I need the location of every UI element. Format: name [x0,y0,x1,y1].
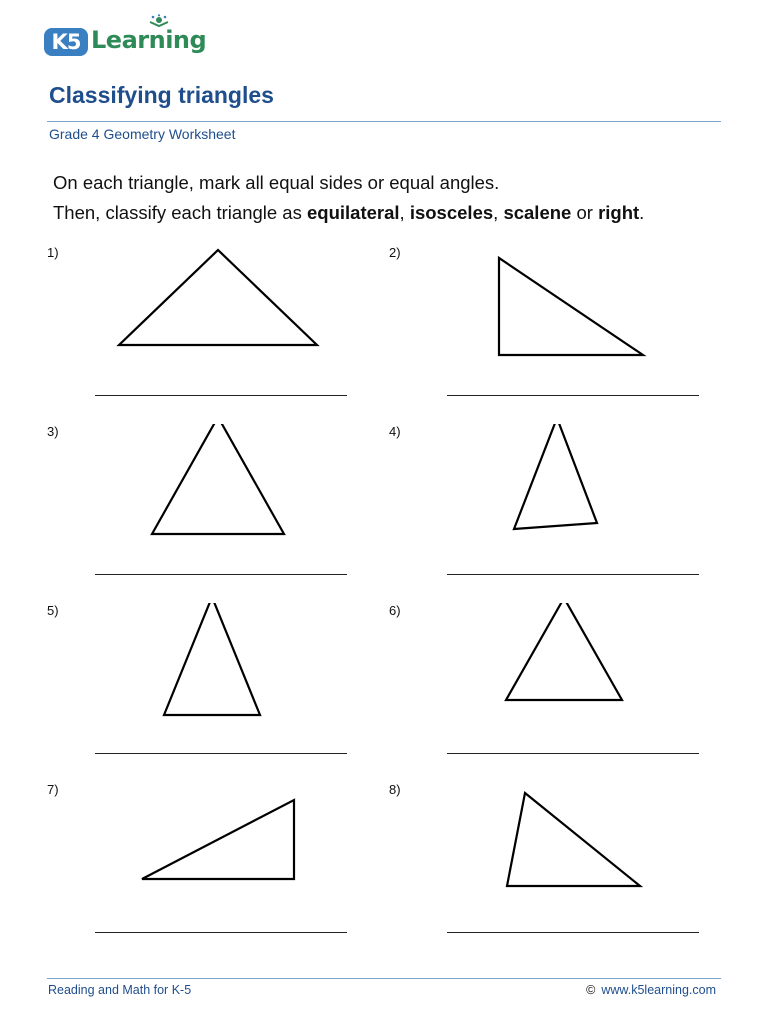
problem-8 [389,782,719,960]
answer-line[interactable] [95,574,347,575]
separator: or [571,202,599,223]
answer-line[interactable] [447,753,699,754]
problem-1 [47,245,377,423]
problem-number: 5) [47,603,59,618]
option-equilateral: equilateral [307,202,400,223]
problem-number: 8) [389,782,401,797]
answer-line[interactable] [447,574,699,575]
answer-line[interactable] [95,395,347,396]
copyright-icon: © [586,983,596,997]
problem-number: 2) [389,245,401,260]
problem-number: 1) [47,245,59,260]
instruction-prefix: Then, classify each triangle as [53,202,307,223]
triangle-5-shape [47,603,377,753]
triangle-8-shape [389,782,719,932]
site-link[interactable]: www.k5learning.com [601,983,716,997]
triangle-6-shape [389,603,719,753]
period: . [639,202,645,223]
triangle-7-shape [47,782,377,932]
answer-line[interactable] [95,753,347,754]
problem-5 [47,603,377,781]
problem-3 [47,424,377,602]
triangle-4-shape [389,424,719,574]
page-subtitle: Grade 4 Geometry Worksheet [49,126,236,142]
triangle-1-shape [47,245,377,395]
option-right: right [598,202,640,223]
footer-site [586,983,716,997]
triangle-2-shape [389,245,719,395]
instruction-line-2 [53,198,644,228]
answer-line[interactable] [447,932,699,933]
instruction-line-1: On each triangle, mark all equal sides or equal angles. [53,172,500,193]
logo-badge: K5 [44,28,88,56]
header-divider [47,121,721,122]
problem-7 [47,782,377,960]
problem-2 [389,245,719,423]
logo-figure-icon [144,14,174,34]
problem-number: 7) [47,782,59,797]
page-title: Classifying triangles [49,82,274,108]
problem-4 [389,424,719,602]
option-scalene: scalene [503,202,572,223]
answer-line[interactable] [447,395,699,396]
footer-tagline: Reading and Math for K-5 [48,983,192,997]
instructions [53,168,644,228]
footer-divider [47,978,721,979]
separator: , [399,202,410,223]
logo-wordmark: Learning [91,26,207,54]
triangle-3-shape [47,424,377,574]
option-isosceles: isosceles [409,202,494,223]
problem-6 [389,603,719,781]
k5-learning-logo [44,14,207,62]
problem-number: 4) [389,424,401,439]
answer-line[interactable] [95,932,347,933]
problem-number: 3) [47,424,59,439]
separator: , [493,202,504,223]
problem-number: 6) [389,603,401,618]
